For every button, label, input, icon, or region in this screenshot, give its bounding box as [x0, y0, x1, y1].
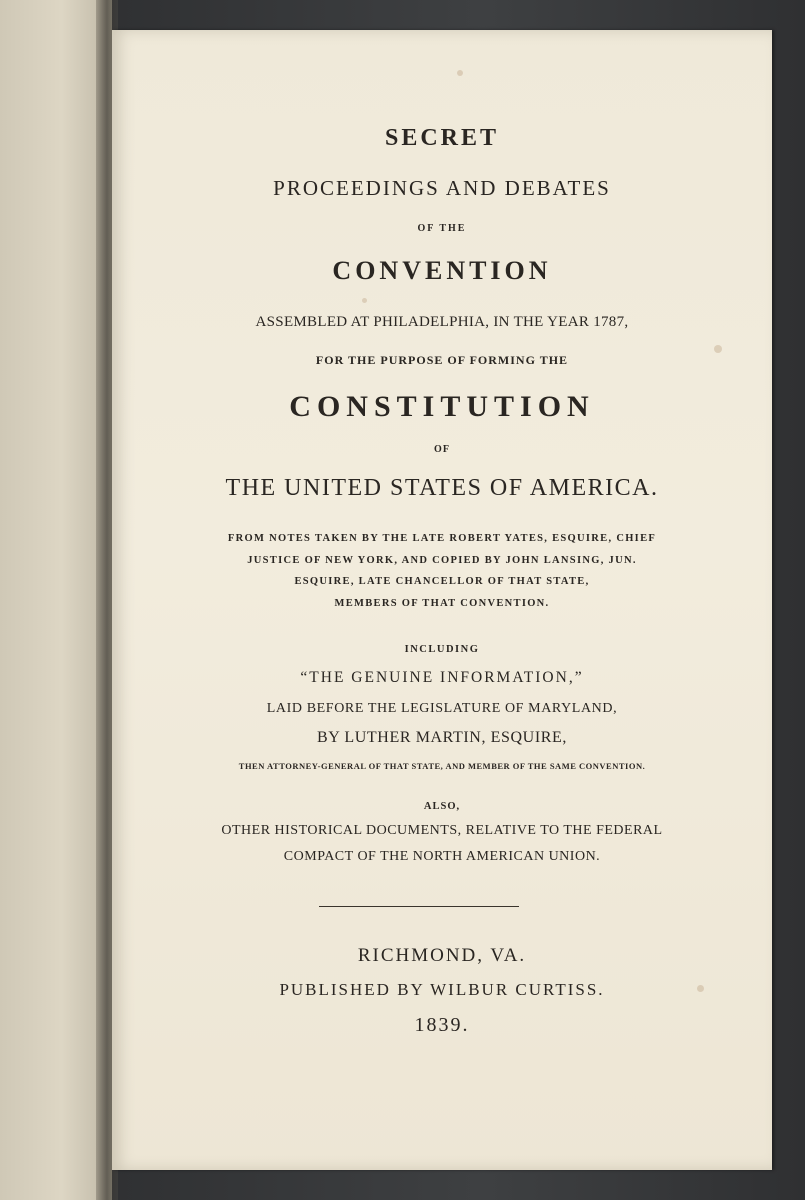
- other-docs-line-2: COMPACT OF THE NORTH AMERICAN UNION.: [283, 849, 601, 864]
- assembled-line: ASSEMBLED AT PHILADELPHIA, IN THE YEAR 1787,: [255, 314, 629, 330]
- author-line: BY LUTHER MARTIN, ESQUIRE,: [316, 729, 568, 746]
- foxing-spot: [714, 345, 722, 353]
- title-constitution: CONSTITUTION: [289, 390, 595, 423]
- imprint-year: 1839.: [414, 1014, 470, 1036]
- title-secret: SECRET: [384, 125, 500, 151]
- of-the-text: OF THE: [417, 223, 467, 234]
- author-title-line: THEN ATTORNEY-GENERAL OF THAT STATE, AND MEMBER OF THE SAME CONVENTION.: [238, 761, 646, 771]
- title-proceedings: PROCEEDINGS AND DEBATES: [273, 176, 611, 200]
- laid-before-line: LAID BEFORE THE LEGISLATURE OF MARYLAND,: [266, 701, 618, 716]
- imprint-place: RICHMOND, VA.: [357, 945, 527, 966]
- imprint-publisher: PUBLISHED BY WILBUR CURTISS.: [279, 980, 605, 999]
- genuine-information-title: “THE GENUINE INFORMATION,”: [300, 669, 584, 686]
- also-text: ALSO,: [423, 801, 461, 812]
- title-united-states: THE UNITED STATES OF AMERICA.: [225, 475, 659, 501]
- notes-line-2: JUSTICE OF NEW YORK, AND COPIED BY JOHN LANSING, JUN.: [247, 555, 637, 566]
- title-page: [112, 30, 772, 1170]
- foxing-spot: [362, 298, 367, 303]
- notes-line-4: MEMBERS OF THAT CONVENTION.: [334, 598, 550, 609]
- purpose-line: FOR THE PURPOSE OF FORMING THE: [315, 353, 569, 367]
- foxing-spot: [457, 70, 463, 76]
- of-text: OF: [434, 444, 450, 455]
- divider-rule: [319, 906, 519, 907]
- notes-line-3: ESQUIRE, LATE CHANCELLOR OF THAT STATE,: [294, 576, 590, 587]
- including-text: INCLUDING: [404, 644, 480, 655]
- other-docs-line-1: OTHER HISTORICAL DOCUMENTS, RELATIVE TO THE FEDERAL: [221, 823, 663, 838]
- title-convention: CONVENTION: [332, 256, 552, 285]
- notes-line-1: FROM NOTES TAKEN BY THE LATE ROBERT YATES, ESQUIRE, CHIEF: [227, 533, 657, 544]
